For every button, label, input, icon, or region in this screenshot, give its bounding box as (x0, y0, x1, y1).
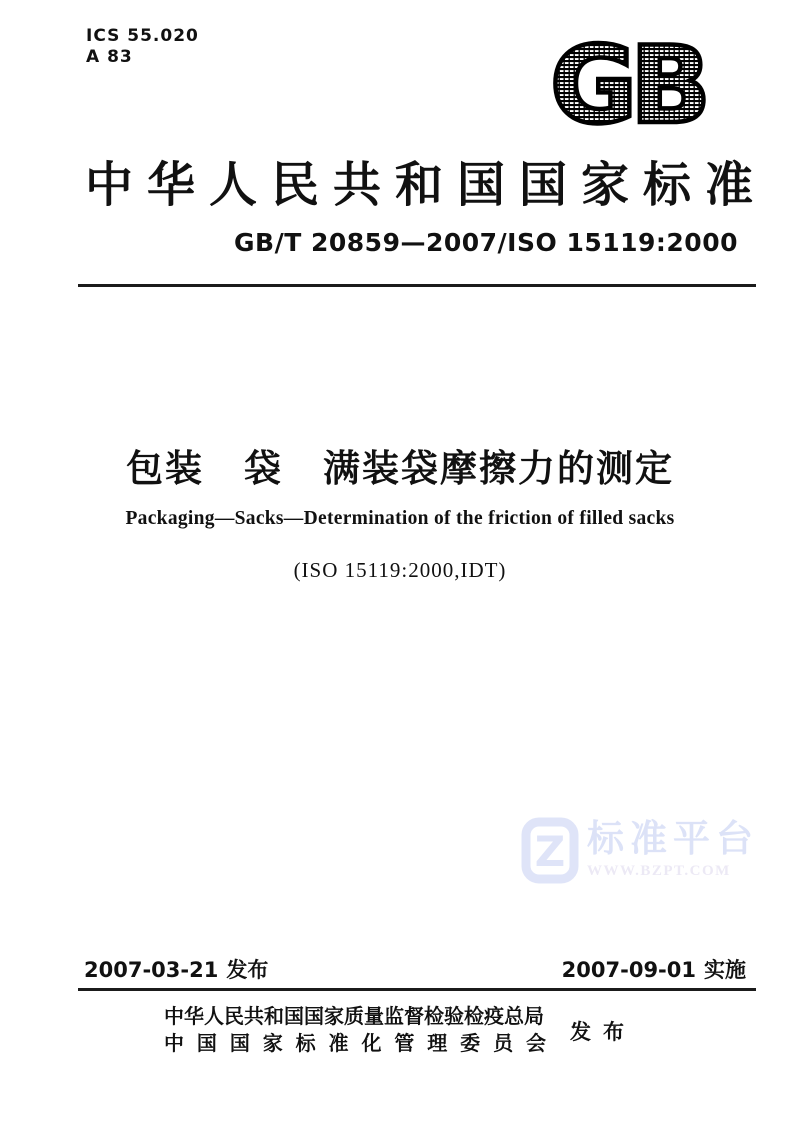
issue-date-label: 发布 (226, 958, 269, 982)
ics-block (86, 26, 199, 68)
publish-label: 发布 (570, 1020, 636, 1044)
gb-logo-letters: GB (550, 36, 704, 136)
issuer-block (0, 1004, 800, 1058)
gb-logo (541, 36, 713, 141)
title-cn-part3: 满装袋摩擦力的测定 (323, 448, 674, 489)
issue-date: 2007-03-21 (84, 958, 219, 982)
ics-code: ICS 55.020 (86, 26, 199, 46)
classification-code: A 83 (86, 47, 133, 67)
document-title-cn (0, 438, 800, 492)
implementation-date: 2007-09-01 (561, 958, 696, 982)
watermark-logo-letter: Z (534, 827, 566, 876)
iso-reference: (ISO 15119:2000,IDT) (293, 558, 507, 582)
watermark-text (587, 817, 759, 880)
issue-date-pair (84, 954, 268, 984)
watermark (520, 817, 759, 885)
issuer-names (164, 1004, 546, 1058)
title-cn-part1: 包装 (126, 448, 204, 489)
watermark-site-name: 标准平台 (587, 818, 759, 859)
title-cn-part2: 袋 (244, 448, 283, 489)
issuer-line1: 中华人民共和国国家质量监督检验检疫总局 (164, 1006, 544, 1028)
issuer-line2: 中国国家标准化管理委员会 (164, 1033, 546, 1055)
header-divider (78, 284, 756, 287)
implementation-date-label: 实施 (704, 958, 746, 982)
footer-divider (78, 988, 756, 991)
document-title-en: Packaging—Sacks—Determination of the friction of filled sacks (125, 508, 675, 529)
implementation-date-pair (562, 954, 746, 984)
page-title: 中华人民共和国国家标准 (85, 159, 768, 212)
gb-logo-icon (541, 36, 713, 136)
watermark-logo-icon (520, 817, 580, 885)
standard-number: GB/T 20859—2007/ISO 15119:2000 (234, 228, 738, 257)
dates-row (84, 954, 746, 984)
watermark-site-url: WWW.BZPT.COM (587, 863, 731, 879)
